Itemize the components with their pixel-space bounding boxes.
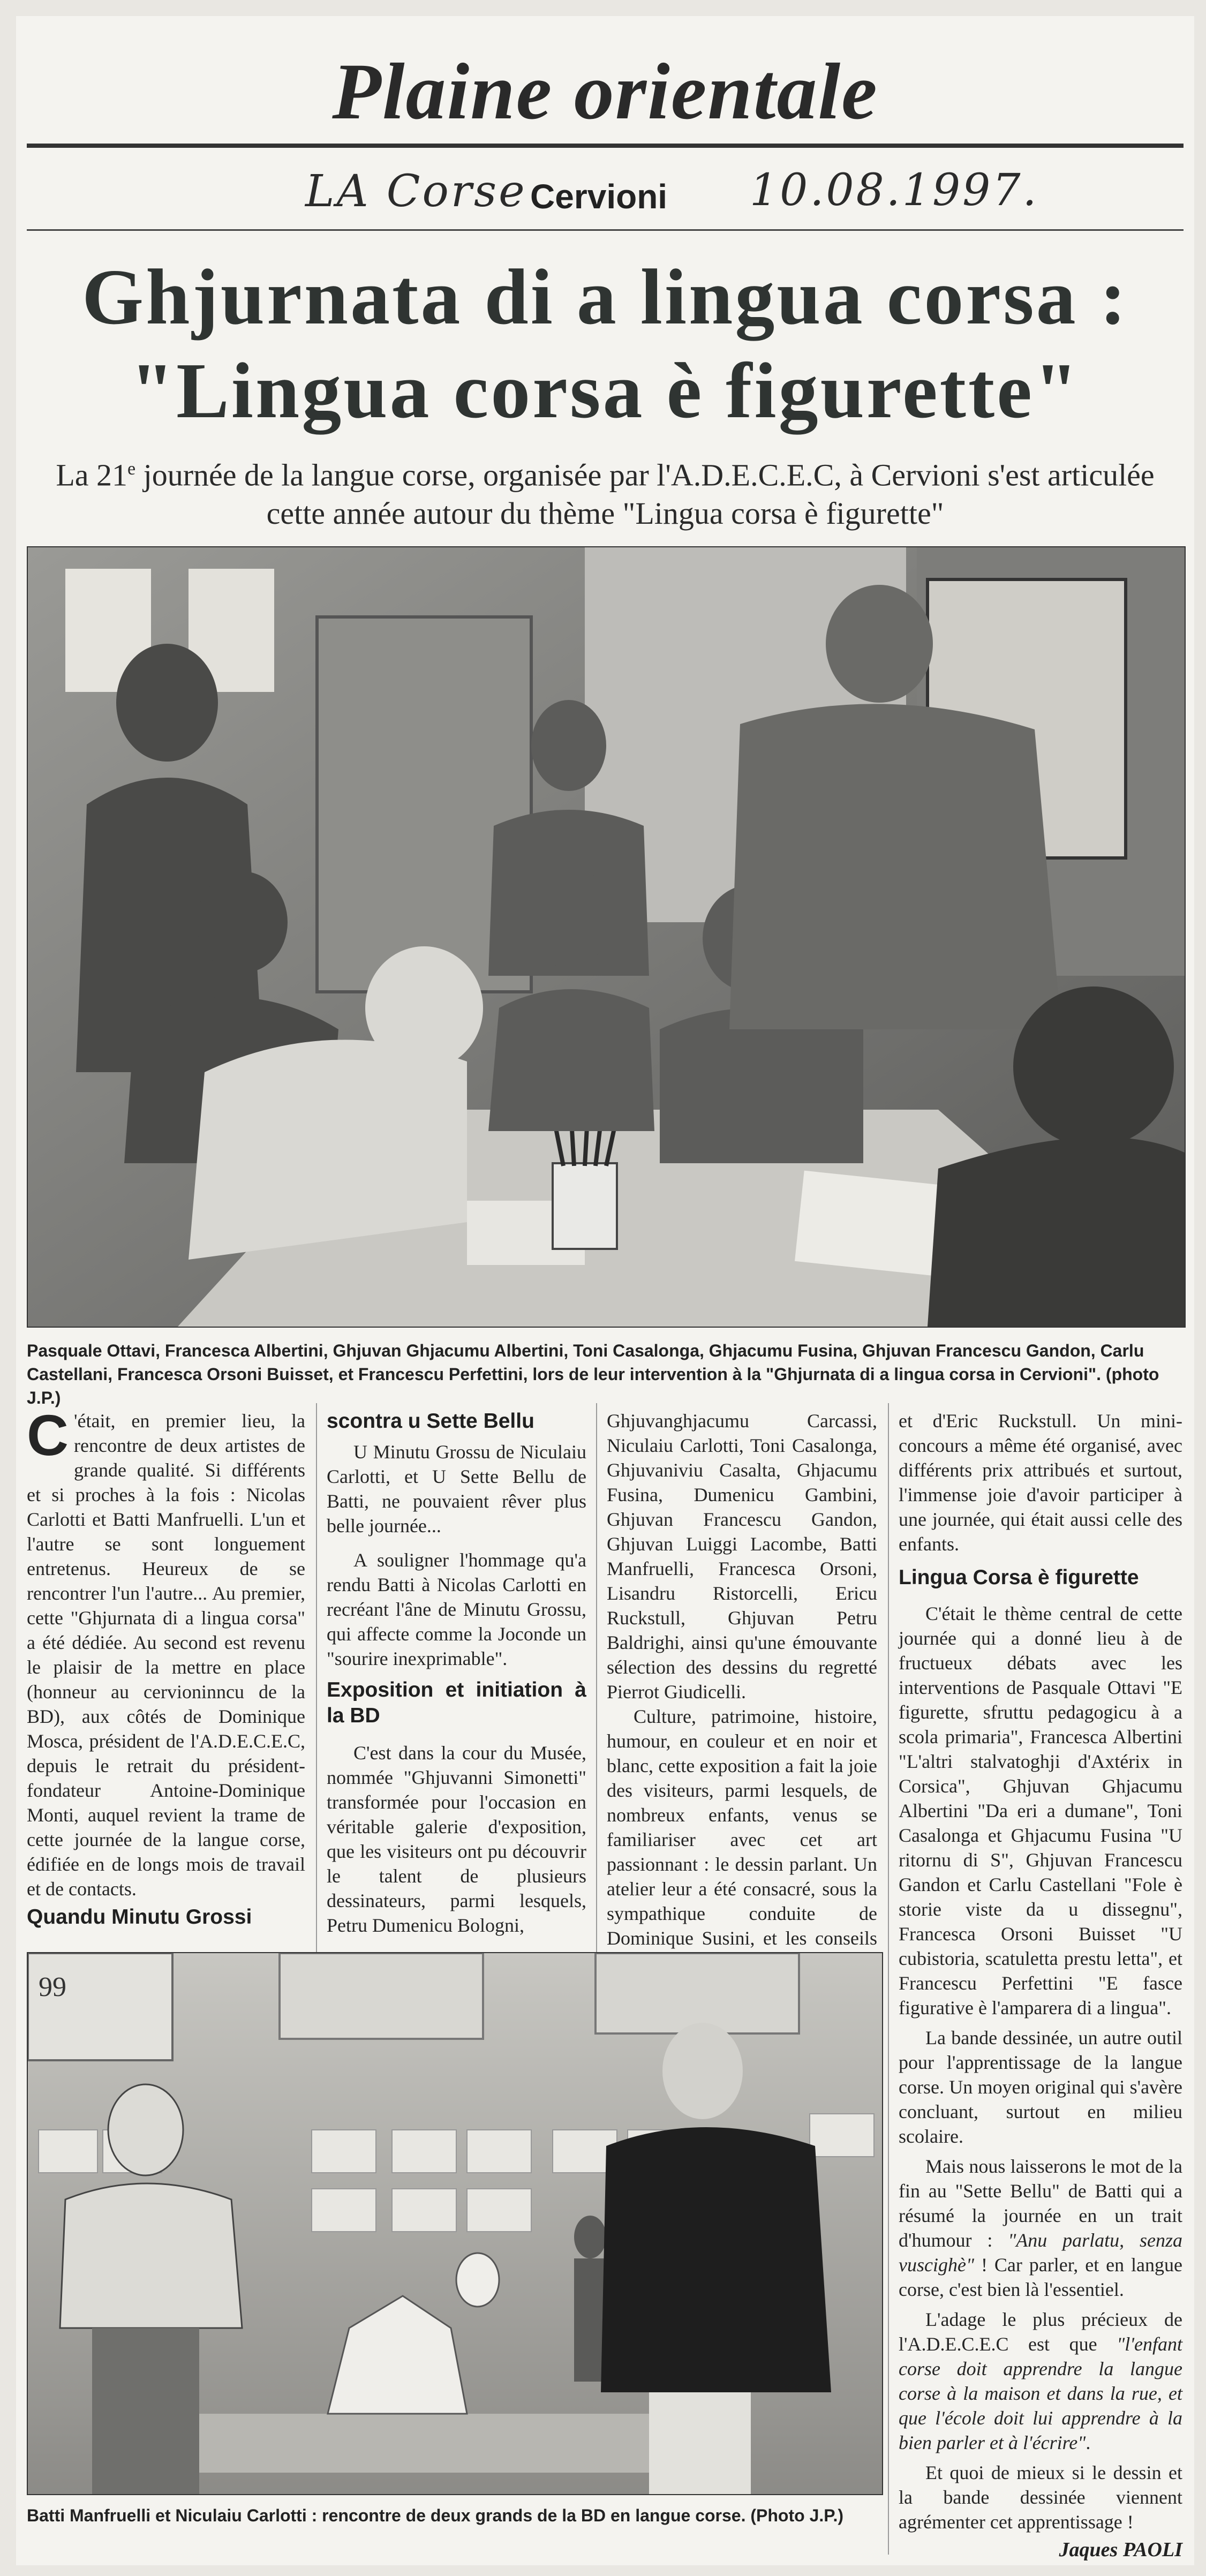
column-1-paragraph-1 bbox=[27, 1403, 305, 1901]
column-2-subhead-2: Exposition et initiation à la BD bbox=[327, 1678, 586, 1727]
column-1 bbox=[27, 1403, 305, 1930]
column-4-paragraph-5-text: L'adage le plus précieux de l'A.D.E.C.E.C est que bbox=[899, 2309, 1182, 2355]
standfirst-text-pre: La 21 bbox=[56, 457, 127, 493]
section-title: Plaine orientale bbox=[332, 47, 878, 136]
column-2-paragraph-1: U Minutu Grossu de Niculaiu Carlotti, et U Sette Bellu de Batti, ne pouvaient rêver plus belle journée... bbox=[327, 1441, 586, 1536]
standfirst bbox=[37, 450, 1173, 533]
photo-artists bbox=[27, 1952, 883, 2495]
drop-cap: C bbox=[27, 1403, 69, 1467]
column-2-paragraph-2: A souligner l'hommage qu'a rendu Batti à Nicolas Carlotti en recréant l'âne de Minutu Grossu, qui affecte comme la Joconde un "sourire inexprimable". bbox=[327, 1549, 586, 1669]
column-3 bbox=[607, 1408, 877, 1975]
section-rule bbox=[27, 144, 1184, 148]
handwritten-date: 10.08.1997. bbox=[750, 165, 1039, 216]
photo-cover-number: 99 bbox=[39, 1972, 66, 2002]
column-4-subhead: Lingua Corsa è figurette bbox=[899, 1566, 1139, 1589]
photo-artists-illustration bbox=[28, 1953, 882, 2494]
column-4 bbox=[899, 1408, 1182, 2562]
column-3-paragraph-1: Ghjuvanghjacumu Carcassi, Niculaiu Carlotti, Toni Casalonga, Ghjuvaniviu Casalta, Ghjacumu Fusina, Dumenicu Gambini, Ghjuvan Francescu Gandon, Ghjuvan Luiggi Lacombe, Batti Manfruelli, Francesca Orsoni, Lisandru Ristorcelli, Ericu Ruckstull, Ghjuvan Petru Baldrighi, ainsi qu'une émouvante sélection des dessins du regretté Pierrot Giudicelli. bbox=[607, 1410, 877, 1703]
column-4-paragraph-4-end: ! Car parler, et en langue corse, c'est bien là l'essentiel. bbox=[899, 2254, 1182, 2300]
dateline: Cervioni bbox=[530, 177, 668, 216]
dateline-rule bbox=[27, 229, 1184, 231]
column-rule-3 bbox=[888, 1403, 889, 2555]
newspaper-clipping bbox=[16, 16, 1194, 2565]
column-4-paragraph-1: et d'Eric Ruckstull. Un mini-concours a même été organisé, avec différents prix attribués et surtout, l'immense joie d'avoir participer à une journée, qui était aussi celle des enfants. bbox=[899, 1410, 1182, 1555]
column-4-paragraph-2: C'était le thème central de cette journée qui a donné lieu à de fructueux débats avec les interventions de Pasquale Ottavi "E figurette, sfruttu pedagogicu à a scola primaria", Francesca Albertini "L'altri stalvatoghji d'Axtérix in Corsica", Ghjuvan Ghjacumu Albertini "Da eri a dumane", Toni Casalonga et Ghjacumu Fusina "U ritornu di S", Ghjuvan Francescu Gandon et Carlu Castellani "Fole è storie viste da u dissegnu", Francesca Orsoni Buisset "U cubistoria, scatuletta prestu letta", et Francescu Perfettini "E fasce figurative è l'amparera di a lingua". bbox=[899, 1603, 1182, 2018]
column-4-paragraph-5 bbox=[899, 2307, 1182, 2455]
column-4-paragraph-4-text: Mais nous laisserons le mot de la fin au "Sette Bellu" de Batti qui a résumé la journée en un trait d'humour : bbox=[899, 2156, 1182, 2251]
quote-adage: "l'enfant corse doit apprendre la langue corse à la maison et dans la rue, et que l'école doit lui apprendre à la bien parler et à l'écrire" bbox=[899, 2333, 1182, 2453]
column-1-subhead: Quandu Minutu Grossi bbox=[27, 1905, 252, 1929]
standfirst-text: journée de la langue corse, organisée par l'A.D.E.C.E.C, à Cervioni s'est articulée cette année autour du thème "Lingua corsa è figurette" bbox=[135, 457, 1155, 531]
quote-anu-parlatu: "Anu parlatu, senza vuscighè" bbox=[899, 2229, 1183, 2276]
headline-line1: Ghjurnata di a lingua corsa : bbox=[82, 253, 1128, 341]
author-signature: Jaques PAOLI bbox=[1059, 2539, 1182, 2561]
handwritten-source: LA Corse bbox=[305, 166, 527, 217]
photo-workshop-illustration bbox=[28, 547, 1185, 1327]
photo-workshop bbox=[27, 546, 1186, 1328]
column-2 bbox=[327, 1408, 586, 1938]
column-2-subhead-1: scontra u Sette Bellu bbox=[327, 1410, 534, 1433]
column-2-paragraph-3: C'est dans la cour du Musée, nommée "Ghjuvanni Simonetti" transformée pour l'occasion en véritable galerie d'exposition, que les visiteurs ont pu découvrir le talent de plusieurs dessinateurs, parmi lesquels, Petru Dumenicu Bologni, bbox=[327, 1742, 586, 1936]
standfirst-superscript: e bbox=[127, 459, 136, 479]
column-1-paragraph-1-text: 'était, en premier lieu, la rencontre de deux artistes de grande qualité. Si différents et si proches à la fois : Nicolas Carlotti et Batti Manfruelli. L'un et l'autre se sont longuement entretenus. Heureux de se rencontrer l'un l'autre... Au premier, cette "Ghjurnata di a lingua corsa" a été dédiée. Au second est revenu le plaisir de la mettre en place (honneur au cervioninncu de la BD), aux côtés de Dominique Mosca, président de l'A.D.E.C.E.C, depuis le retrait du président-fondateur Antoine-Dominique Monti, auquel revient la trame de cette journée de la langue corse, édifiée en de longs mois de travail et de contacts. bbox=[27, 1410, 305, 1900]
column-4-paragraph-6: Et quoi de mieux si le dessin et la bande dessinée viennent agrémenter cet apprentissage ! bbox=[899, 2462, 1182, 2533]
column-4-paragraph-3: La bande dessinée, un autre outil pour l'apprentissage de la langue corse. Un moyen original qui s'avère concluant, surtout en milieu scolaire. bbox=[899, 2027, 1182, 2147]
column-3-paragraph-2: Culture, patrimoine, histoire, humour, en couleur et en noir et blanc, cette exposition a fait la joie des visiteurs, parmi lesquels, de nombreux enfants, venus se familiariser avec cet art passionnant : le dessin parlant. Un atelier leur a été consacré, sous la sympathique conduite de Dominique Susini, et les conseils bbox=[607, 1706, 877, 1949]
photo-artists-caption: Batti Manfruelli et Niculaiu Carlotti : rencontre de deux grands de la BD en langue corse. (Photo J.P.) bbox=[27, 2506, 844, 2525]
column-4-paragraph-5-end: . bbox=[1086, 2432, 1091, 2453]
column-rule-1 bbox=[316, 1403, 317, 1955]
headline-line2: "Lingua corsa è figurette" bbox=[130, 347, 1081, 435]
column-4-paragraph-4 bbox=[899, 2154, 1182, 2302]
column-rule-2 bbox=[596, 1403, 597, 1955]
photo-workshop-caption: Pasquale Ottavi, Francesca Albertini, Ghjuvan Ghjacumu Albertini, Toni Casalonga, Ghjacumu Fusina, Ghjuvan Francescu Gandon, Carlu Castellani, Francesca Orsoni Buisset, et Francescu Perfettini, lors de leur intervention à la "Ghjurnata di a lingua corsa in Cervioni". (photo J.P.) bbox=[27, 1341, 1159, 1407]
